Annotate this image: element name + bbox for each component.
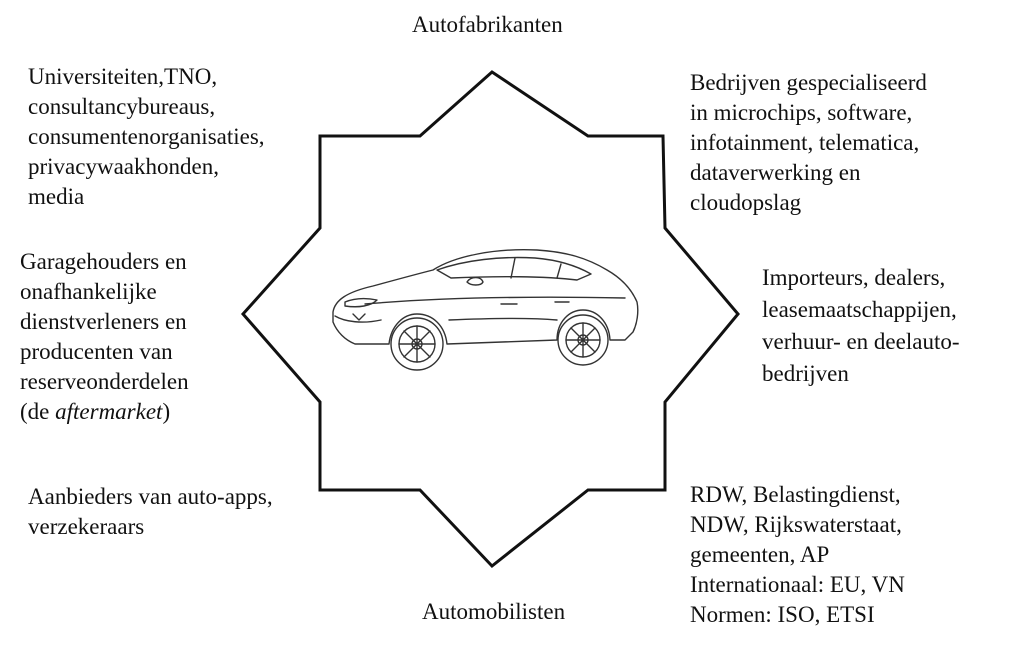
label-aanbieders [28,482,273,542]
label-line [20,397,189,427]
label-line: consultancybureaus, [28,94,216,119]
label-line: verhuur- en deelauto- [762,329,960,354]
label-bedrijven [690,68,927,218]
label-line: consumentenorganisaties, [28,124,265,149]
label-autofabrikanten [412,10,563,40]
label-automobilisten [422,597,565,627]
label-line: RDW, Belastingdienst, [690,482,901,507]
label-line: Bedrijven gespecialiseerd [690,70,927,95]
label-line: gemeenten, AP [690,542,830,567]
label-line: cloudopslag [690,190,802,215]
label-line: Internationaal: EU, VN [690,572,905,597]
label-garagehouders [20,247,189,427]
label-prefix: (de [20,399,56,424]
label-line: bedrijven [762,361,849,386]
label-line: media [28,184,85,209]
label-line: Automobilisten [422,599,566,624]
label-line: Normen: ISO, ETSI [690,602,875,627]
label-suffix: ) [162,399,171,424]
label-line: producenten van [20,339,173,364]
label-italic: aftermarket [55,399,163,424]
label-importeurs [762,262,960,390]
label-line: dataverwerking en [690,160,861,185]
label-line: Importeurs, dealers, [762,265,946,290]
label-line: Autofabrikanten [412,12,563,37]
label-line: reserveonderdelen [20,369,189,394]
label-universiteiten [28,62,265,212]
label-line: onafhankelijke [20,279,157,304]
label-line: dienstverleners en [20,309,187,334]
label-line: Garagehouders en [20,249,187,274]
label-rdw [690,480,905,630]
label-line: in microchips, software, [690,100,913,125]
label-line: Universiteiten,TNO, [28,64,218,89]
label-line: NDW, Rijkswaterstaat, [690,512,902,537]
label-line: infotainment, telematica, [690,130,920,155]
label-line: verzekeraars [28,514,145,539]
label-line: privacywaakhonden, [28,154,219,179]
car-illustration [325,240,645,375]
label-line: leasemaatschappijen, [762,297,957,322]
label-line: Aanbieders van auto-apps, [28,484,273,509]
